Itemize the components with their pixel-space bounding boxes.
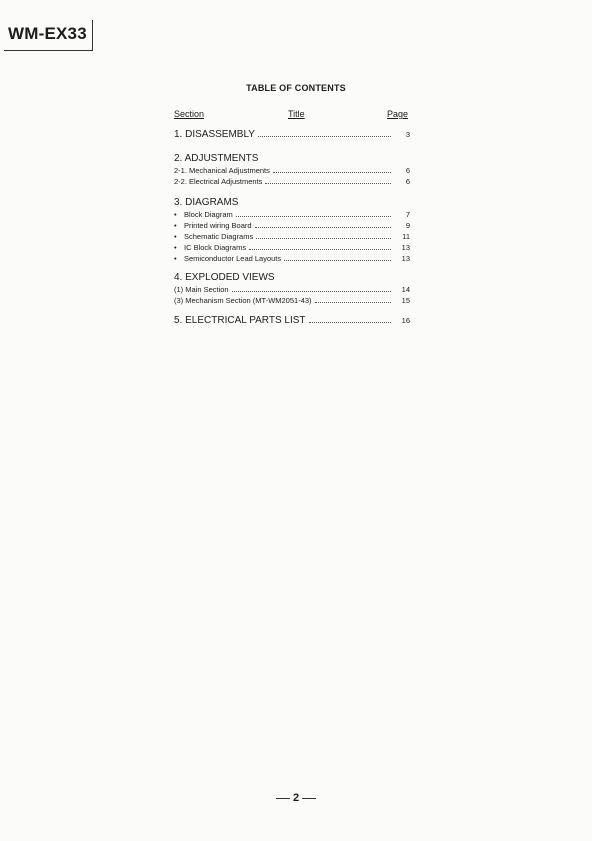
toc-entry-label: 2-2. Electrical Adjustments <box>174 177 263 186</box>
toc-entry-label: IC Block Diagrams <box>184 243 247 252</box>
toc-entry-label: (3) Mechanism Section (MT-WM2051-43) <box>174 296 312 305</box>
model-label: WM-EX33 <box>8 24 87 43</box>
header-divider-horizontal <box>4 50 93 51</box>
leader-dots <box>258 136 391 137</box>
toc-entry-page: 3 <box>405 130 410 139</box>
leader-dots <box>249 249 391 250</box>
toc-entry[interactable] <box>174 165 410 176</box>
toc-entry[interactable] <box>174 220 410 231</box>
toc-entry-label: Semiconductor Lead Layouts <box>184 254 282 263</box>
column-header-page: Page <box>386 109 408 119</box>
dash-right <box>302 798 316 799</box>
toc-section-electrical-parts-list <box>174 314 410 327</box>
toc-section-disassembly <box>174 128 410 141</box>
page-number: 2 <box>292 792 300 804</box>
toc-entry-label: 2-1. Mechanical Adjustments <box>174 166 270 175</box>
bullet-icon: • <box>174 221 177 230</box>
toc-title: TABLE OF CONTENTS <box>246 83 346 93</box>
toc-entry[interactable] <box>174 176 410 187</box>
bullet-icon: • <box>174 243 177 252</box>
bullet-icon: • <box>174 210 177 219</box>
toc-entry[interactable] <box>174 314 410 327</box>
toc-entry-page: 7 <box>405 210 410 219</box>
toc-section-adjustments <box>174 152 410 187</box>
toc-entry[interactable] <box>174 231 410 242</box>
toc-entry-page: 14 <box>401 285 410 294</box>
toc-entry-label: 1. DISASSEMBLY <box>174 129 255 140</box>
toc-entry-page: 13 <box>401 254 410 263</box>
toc-section-heading: 4. EXPLODED VIEWS <box>174 272 275 283</box>
leader-dots <box>315 302 391 303</box>
leader-dots <box>255 227 391 228</box>
toc-entry-label: 5. ELECTRICAL PARTS LIST <box>174 315 306 326</box>
toc-entry-page: 6 <box>405 177 410 186</box>
header-divider-vertical <box>92 20 93 50</box>
column-header-title: Title <box>288 109 305 119</box>
leader-dots <box>232 291 391 292</box>
toc-entry[interactable] <box>174 209 410 220</box>
toc-section-heading: 2. ADJUSTMENTS <box>174 153 259 164</box>
toc-entry-page: 6 <box>405 166 410 175</box>
column-header-section: Section <box>174 109 205 119</box>
toc-entry-label: (1) Main Section <box>174 285 229 294</box>
leader-dots <box>256 238 391 239</box>
toc-entry-label: Block Diagram <box>184 210 233 219</box>
toc-section-diagrams <box>174 196 410 264</box>
toc-entry-page: 13 <box>401 243 410 252</box>
toc-section-exploded-views <box>174 271 410 306</box>
leader-dots <box>309 322 391 323</box>
toc-entry[interactable] <box>174 295 410 306</box>
leader-dots <box>265 183 391 184</box>
toc-entry-page: 11 <box>402 232 410 241</box>
toc-section-heading: 3. DIAGRAMS <box>174 197 239 208</box>
toc-entry[interactable] <box>174 253 410 264</box>
toc-entry-label: Printed wiring Board <box>184 221 252 230</box>
bullet-icon: • <box>174 254 177 263</box>
dash-left <box>276 798 290 799</box>
toc-entry-page: 16 <box>401 316 410 325</box>
toc-entry[interactable] <box>174 128 410 141</box>
toc-entry-page: 15 <box>401 296 410 305</box>
leader-dots <box>273 172 391 173</box>
toc-entry-label: Schematic Diagrams <box>184 232 254 241</box>
toc-entry-page: 9 <box>405 221 410 230</box>
toc-entry[interactable] <box>174 284 410 295</box>
page-number-footer <box>0 792 592 804</box>
leader-dots <box>236 216 391 217</box>
bullet-icon: • <box>174 232 177 241</box>
leader-dots <box>284 260 391 261</box>
toc-entry[interactable] <box>174 242 410 253</box>
